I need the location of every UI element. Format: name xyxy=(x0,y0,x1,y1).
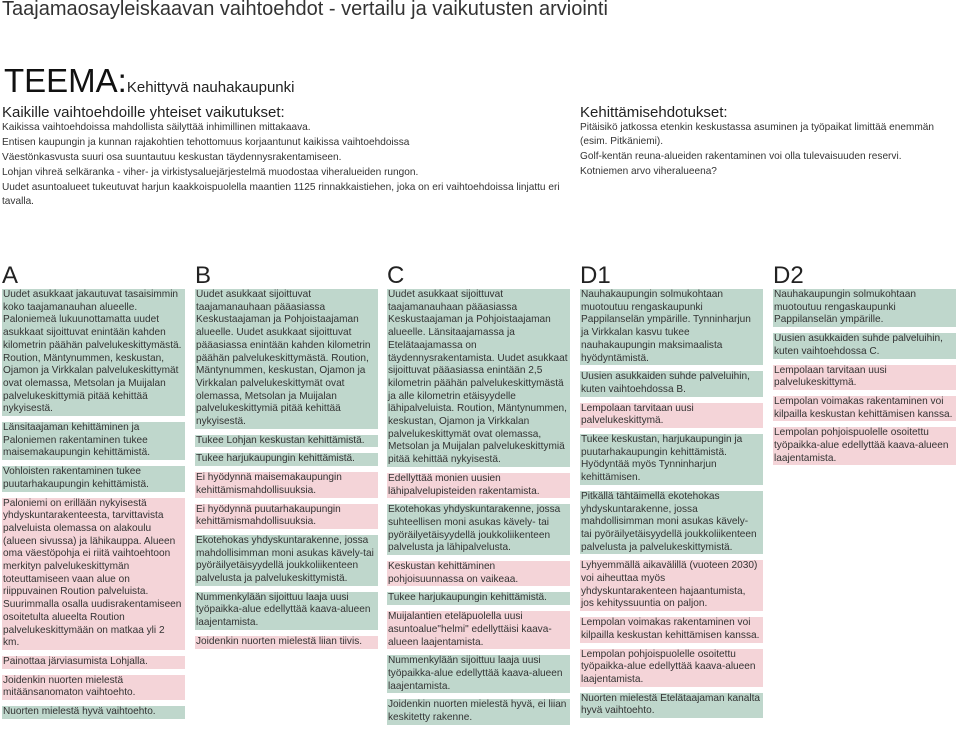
positive-effect-item: Uusien asukkaiden suhde palveluihin, kuten vaihtoehdossa C. xyxy=(773,333,956,358)
alternative-letter: D1 xyxy=(580,262,611,289)
theme-heading xyxy=(4,62,294,100)
common-effect-line: Väestönkasvusta suuri osa suuntautuu keskustan täydennysrakentamiseen. xyxy=(2,152,342,163)
negative-effect-item: Edellyttää monien uusien lähipalvelupisteiden rakentamista. xyxy=(387,473,570,498)
alternative-column-a xyxy=(2,264,185,725)
negative-effect-item: Lempolan pohjoispuolelle osoitettu työpaikka-alue edellyttää kaava-alueen laajentamista. xyxy=(773,427,956,465)
negative-effect-item: Lyhyemmällä aikavälillä (vuoteen 2030) voi aiheuttaa myös yhdyskuntarakenteen hajaantumista, jos kehityssuuntia on paljon. xyxy=(580,560,763,611)
alternative-column-d2 xyxy=(773,264,956,471)
positive-effect-item: Pitkällä tähtäimellä ekotehokas yhdyskuntarakenne, jossa mahdollisimman moni asukas kävely- tai pyöräilyetäisyydellä joukkoliikenteen palvelusta ja palvelukeskittymistä. xyxy=(580,491,763,555)
negative-effect-item: Joidenkin nuorten mielestä mitäänsanomaton vaihtoehto. xyxy=(2,675,185,700)
common-effects-text xyxy=(2,121,577,208)
common-effect-line: Uudet asuntoalueet tukeutuvat harjun kaakkoispuolella maantien 1125 rinnakkaistiehen, joka on eri vaihtoehdoissa linjattu eri tavalla. xyxy=(2,182,560,207)
negative-effect-item: Muijalantien eteläpuolella uusi asuntoalue"helmi" edellyttäisi kaava-alueen laajentamista. xyxy=(387,611,570,649)
common-effect-line: Kaikissa vaihtoehdoissa mahdollista säilyttää inhimillinen mittakaava. xyxy=(2,122,311,133)
negative-effect-item: Lempolaan tarvitaan uusi palvelukeskittymä. xyxy=(773,365,956,390)
positive-effect-item: Uudet asukkaat sijoittuvat taajamanauhaan pääasiassa Keskustaajaman ja Pohjoistaajaman alueelle. Uudet asukkaat sijoittuvat pääasiassa enintään kahden kilometrin päähän palvelukeskittymästä. Roution, Mäntynummen, keskustan, Ojamon ja Virkkalan palvelukeskittymät ovat olemassa, Metsolan ja Muijalan palvelukeskittymiä pitää kehittää nykyisestä. xyxy=(195,289,378,429)
negative-effect-item: Joidenkin nuorten mielestä liian tiivis. xyxy=(195,636,378,649)
positive-effect-item: Nummenkylään sijoittuu laaja uusi työpaikka-alue edellyttää kaava-alueen laajentamista. xyxy=(195,592,378,630)
negative-effect-item: Lempolaan tarvitaan uusi palvelukeskittymä. xyxy=(580,403,763,428)
development-line: Kotniemen arvo viheralueena? xyxy=(580,165,717,177)
alternative-letter: C xyxy=(387,262,405,289)
positive-effect-item: Länsitaajaman kehittäminen ja Paloniemen rakentaminen tukee maisemakaupungin kehittämistä. xyxy=(2,422,185,460)
positive-effect-item: Ekotehokas yhdyskuntarakenne, jossa suhteellisen moni asukas kävely- tai pyöräilyetäisyydellä joukkoliikenteen palvelusta ja lähipalvelusta. xyxy=(387,504,570,555)
positive-effect-item: Nummenkylään sijoittuu laaja uusi työpaikka-alue edellyttää kaava-alueen laajentamista. xyxy=(387,655,570,693)
alternative-letter: D2 xyxy=(773,262,804,289)
common-effects-heading: Kaikille vaihtoehdoille yhteiset vaikutukset: xyxy=(2,104,285,121)
positive-effect-item: Tukee harjukaupungin kehittämistä. xyxy=(195,453,378,466)
alternative-column-d1 xyxy=(580,264,763,724)
theme-name: Kehittyvä nauhakaupunki xyxy=(126,79,295,96)
common-effect-line: Entisen kaupungin ja kunnan rajakohtien tehottomuus korjaantunut kaikissa vaihtoehdoissa xyxy=(2,137,410,148)
alternative-letter: B xyxy=(195,262,212,289)
negative-effect-item: Paloniemi on erillään nykyisestä yhdyskuntarakenteesta, tarvittavista palveluista olemassa on alakoulu (alueen sivussa) ja lähikauppa. Alueen oma väestöpohja ei riitä vaihtoehtoon merkityn palvelukeskittymän toteuttamiseen vaan alue on riippuvainen Roution palveluista. Suurimmalla osalla uudisrakentamiseen osoitetulta alueelta Roution palvelukeskittymään on matkaa yli 2 km. xyxy=(2,498,185,650)
development-line: Pitäisikö jatkossa etenkin keskustassa asuminen ja työpaikat limittää enemmän (esim. Pitkäniemi). xyxy=(580,122,935,147)
development-line: Golf-kentän reuna-alueiden rakentaminen voi olla tulevaisuuden reservi. xyxy=(580,150,902,162)
positive-effect-item: Vohloisten rakentaminen tukee puutarhakaupungin kehittämistä. xyxy=(2,466,185,491)
page-title: Taajamaosayleiskaavan vaihtoehdot - vertailu ja vaikutusten arviointi xyxy=(2,0,608,20)
positive-effect-item: Nauhakaupungin solmukohtaan muotoutuu rengaskaupunki Pappilanselän ympärille. Tynninharjun ja Virkkalan kasvu tukee nauhakaupungin maksimaalista hyödyntämistä. xyxy=(580,289,763,365)
theme-label: TEEMA: xyxy=(4,62,127,99)
positive-effect-item: Uudet asukkaat jakautuvat tasaisimmin koko taajamanauhan alueelle. Paloniemeä lukuunottamatta uudet asukkaat sijoittuvat enintään kahden kilometrin päähän palvelukeskittymästä. Roution, Mäntynummen, keskustan, Ojamon ja Virkkalan palvelukeskittymät ovat olemassa, Metsolan ja Muijalan palvelukeskittymiä pitää kehittää nykyisestä. xyxy=(2,289,185,416)
negative-effect-item: Ei hyödynnä maisemakaupungin kehittämismahdollisuuksia. xyxy=(195,472,378,497)
negative-effect-item: Keskustan kehittäminen pohjoisuunnassa on vaikeaa. xyxy=(387,561,570,586)
negative-effect-item: Lempolan pohjoispuolelle osoitettu työpaikka-alue edellyttää kaava-alueen laajentamista. xyxy=(580,649,763,687)
development-heading: Kehittämisehdotukset: xyxy=(580,104,728,121)
alternative-column-b xyxy=(195,264,378,655)
development-suggestions-section xyxy=(580,104,958,180)
positive-effect-item: Uudet asukkaat sijoittuvat taajamanauhaan pääasiassa Keskustaajaman ja Pohjoistaajaman alueelle. Länsitaajamassa ja Etelätaajamassa on täydennysrakentamista. Uudet asukkaat sijoittuvat pääasiassa enintään 2,5 kilometrin päähän palvelukeskittymästä ja alle kilometrin etäisyydelle lähipalveluista. Roution, Mäntynummen, keskustan, Ojamon ja Virkkalan palvelukeskittymät ovat olemassa, Metsolan ja Muijalan palvelukeskittymiä pitää kehittää nykyisestä. xyxy=(387,289,570,467)
negative-effect-item: Lempolan voimakas rakentaminen voi kilpailla keskustan kehittämisen kanssa. xyxy=(580,617,763,642)
positive-effect-item: Ekotehokas yhdyskuntarakenne, jossa mahdollisimman moni asukas kävely-tai pyöräilyetäisyydellä joukkoliikenteen palvelusta ja palvelukeskittymistä. xyxy=(195,535,378,586)
positive-effect-item: Joidenkin nuorten mielestä hyvä, ei liian keskitetty rakenne. xyxy=(387,699,570,724)
common-effects-section xyxy=(2,104,577,210)
positive-effect-item: Tukee harjukaupungin kehittämistä. xyxy=(387,592,570,605)
negative-effect-item: Lempolan voimakas rakentaminen voi kilpailla keskustan kehittämisen kanssa. xyxy=(773,396,956,421)
negative-effect-item: Ei hyödynnä puutarhakaupungin kehittämismahdollisuuksia. xyxy=(195,504,378,529)
positive-effect-item: Nauhakaupungin solmukohtaan muotoutuu rengaskaupunki Pappilanselän ympärille. xyxy=(773,289,956,327)
positive-effect-item: Uusien asukkaiden suhde palveluihin, kuten vaihtoehdossa B. xyxy=(580,371,763,396)
positive-effect-item: Tukee keskustan, harjukaupungin ja puutarhakaupungin kehittämistä. Hyödyntää myös Tynninharjun kehittämisen. xyxy=(580,434,763,485)
negative-effect-item: Painottaa järviasumista Lohjalla. xyxy=(2,656,185,669)
positive-effect-item: Tukee Lohjan keskustan kehittämistä. xyxy=(195,435,378,448)
common-effect-line: Lohjan vihreä selkäranka - viher- ja virkistysaluejärjestelmä muodostaa viheralueiden rungon. xyxy=(2,167,419,178)
positive-effect-item: Nuorten mielestä hyvä vaihtoehto. xyxy=(2,706,185,719)
development-text xyxy=(580,121,958,178)
alternative-column-c xyxy=(387,264,570,731)
alternative-letter: A xyxy=(2,262,19,289)
positive-effect-item: Nuorten mielestä Etelätaajaman kanalta hyvä vaihtoehto. xyxy=(580,693,763,718)
